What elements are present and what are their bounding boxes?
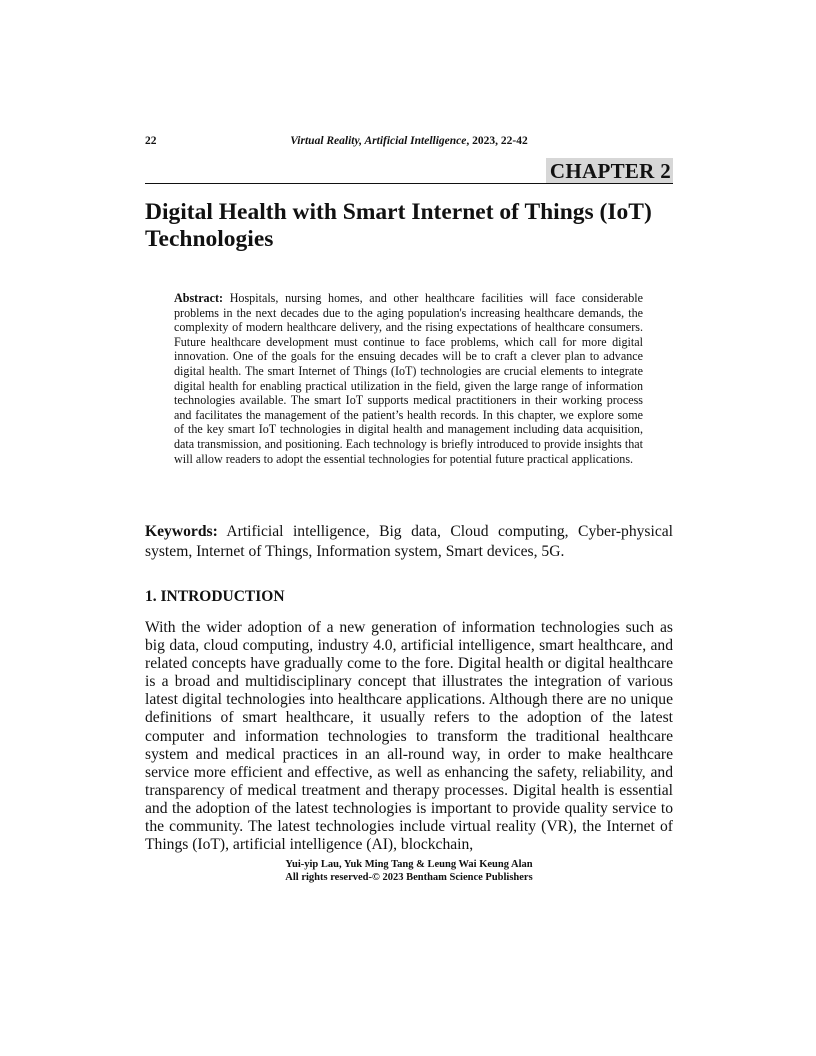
journal-year-pages: , 2023, 22-42 — [466, 135, 528, 147]
page-number: 22 — [145, 135, 157, 147]
section-body: With the wider adoption of a new generation of information technologies such as big data, cloud computing, industry 4.0, artificial intelligence, smart healthcare, and related concepts have gradually come to the fore. Digital health or digital healthcare is a broad and multidisciplinary concept that illustrates the integration of various latest digital technologies into healthcare applications. Although there are no unique definitions of smart healthcare, it usually refers to the adoption of the latest computer and information technologies to transform the traditional healthcare system and medical practices in an all-round way, in order to make healthcare service more efficient and effective, as well as enhancing the safety, reliability, and transparency of medical treatment and therapy processes. Digital health is essential and the adoption of the latest technologies is important to provide quality service to the community. The latest technologies include virtual reality (VR), the Internet of Things (IoT), artificial intelligence (AI), blockchain, — [145, 619, 673, 854]
running-head — [145, 135, 673, 147]
page-footer — [145, 858, 673, 884]
chapter-title: Digital Health with Smart Internet of Things (IoT) Technologies — [145, 199, 652, 252]
section-heading: 1. INTRODUCTION — [145, 588, 285, 605]
journal-title: Virtual Reality, Artificial Intelligence — [290, 135, 467, 147]
abstract-label: Abstract: — [174, 291, 224, 305]
abstract-text: Hospitals, nursing homes, and other healthcare facilities will face considerable problems in the next decades due to the aging population's increasing healthcare demands, the complexity of modern healthcare delivery, and the rising expectations of healthcare consumers. Future healthcare development must continue to face problems, which call for more digital innovation. One of the goals for the ensuing decades will be to craft a clever plan to advance digital health. The smart Internet of Things (IoT) technologies are crucial elements to integrate digital health for enabling practical utilization in the field, given the large range of information technologies available. The smart IoT supports medical practitioners in their working process and facilitates the management of the patient’s health records. In this chapter, we explore some of the key smart IoT technologies in digital health and management including data acquisition, data transmission, and positioning. Each technology is briefly introduced to provide insights that will allow readers to adopt the essential technologies for potential future practical applications. — [174, 291, 643, 466]
abstract — [174, 291, 643, 466]
keywords-label: Keywords: — [145, 523, 218, 540]
chapter-rule — [145, 183, 673, 184]
chapter-label-box — [145, 158, 673, 184]
footer-rights: All rights reserved-© 2023 Bentham Science Publishers — [285, 872, 533, 883]
keywords — [145, 522, 673, 561]
chapter-label: CHAPTER 2 — [546, 158, 673, 184]
keywords-text: Artificial intelligence, Big data, Cloud computing, Cyber-physical system, Internet of Things, Information system, Smart devices, 5G. — [145, 523, 673, 560]
page-header — [145, 135, 673, 151]
footer-authors: Yui-yip Lau, Yuk Ming Tang & Leung Wai Keung Alan — [285, 859, 533, 870]
